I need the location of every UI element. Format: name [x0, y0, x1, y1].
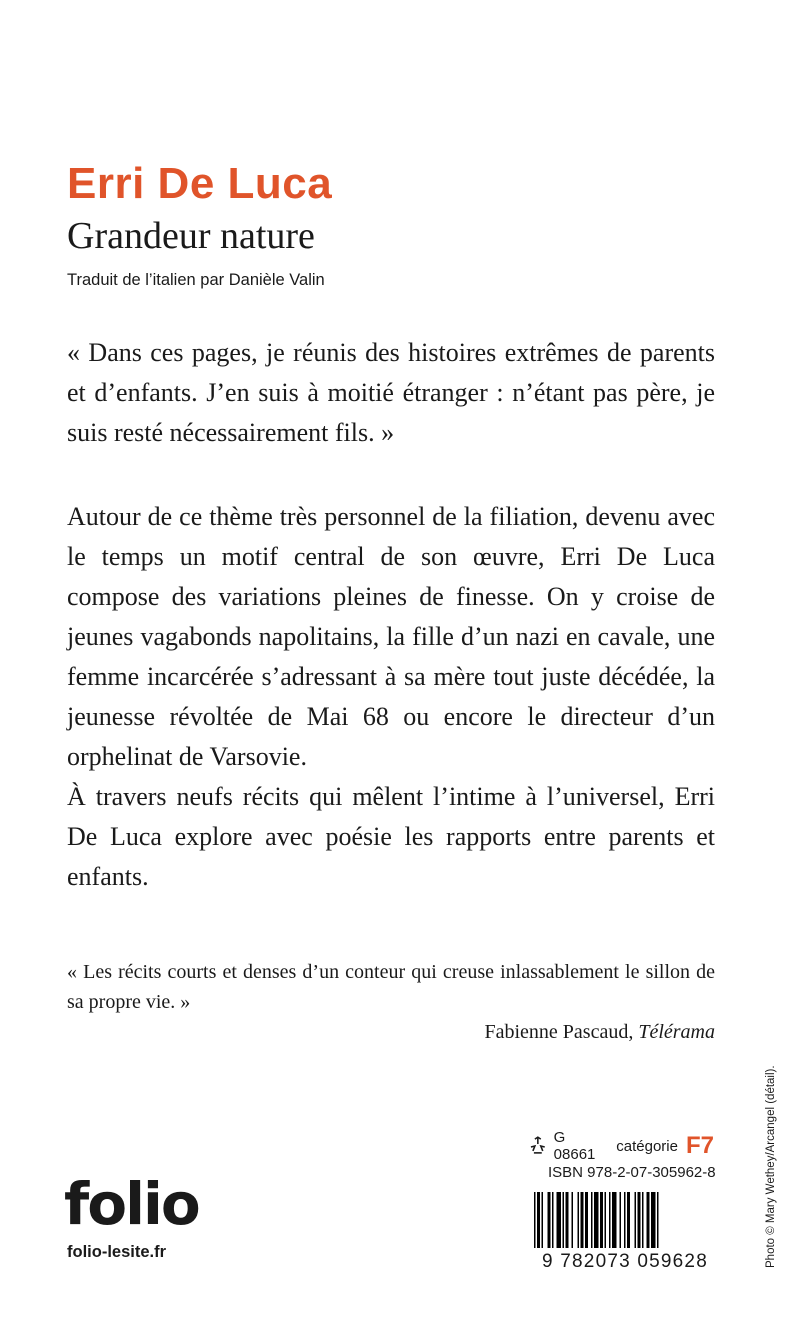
review-critic: Fabienne Pascaud,	[484, 1021, 634, 1043]
author-name: Erri De Luca	[67, 159, 333, 208]
publisher-logo: folio	[64, 1170, 199, 1238]
isbn: ISBN 978-2-07-305962-8	[548, 1164, 716, 1181]
book-summary	[67, 497, 715, 897]
photo-credit: Photo © Mary Wethey/Arcangel (détail).	[765, 1065, 777, 1268]
translator-credit: Traduit de l’italien par Danièle Valin	[67, 271, 325, 289]
category-code: F7	[685, 1132, 714, 1159]
category-label: catégorie	[616, 1137, 678, 1155]
recycle-icon	[528, 1136, 548, 1156]
publisher-website: folio-lesite.fr	[67, 1243, 167, 1261]
book-title: Grandeur nature	[67, 215, 315, 257]
summary-paragraph-2: À travers neufs récits qui mêlent l’intime à l’universel, Erri De Luca explore avec poésie les rapports entre parents et enfants.	[67, 782, 715, 891]
summary-paragraph-1: Autour de ce thème très personnel de la filiation, devenu avec le temps un motif central de son œuvre, Erri De Luca compose des variations pleines de finesse. On y croise de jeunes vagabonds napolitains, la fille d’un nazi en cavale, une femme incarcérée s’adressant à sa mère tout juste décédée, la jeunesse révoltée de Mai 68 ou encore le directeur d’un orphelinat de Varsovie.	[67, 502, 715, 771]
catalog-line	[528, 1129, 714, 1163]
catalog-code: G 08661	[553, 1129, 596, 1163]
review-attribution	[484, 1017, 715, 1047]
author-epigraph: « Dans ces pages, je réunis des histoires extrêmes de parents et d’enfants. J’en suis à moitié étranger : n’étant pas père, je suis resté nécessairement fils. »	[67, 338, 715, 447]
review-quote: « Les récits courts et denses d’un conteur qui creuse inlassablement le sillon de sa propre vie. »	[67, 961, 715, 1013]
barcode-digits: 9 782073 059628	[534, 1248, 716, 1276]
review-publication: Télérama	[638, 1021, 715, 1043]
